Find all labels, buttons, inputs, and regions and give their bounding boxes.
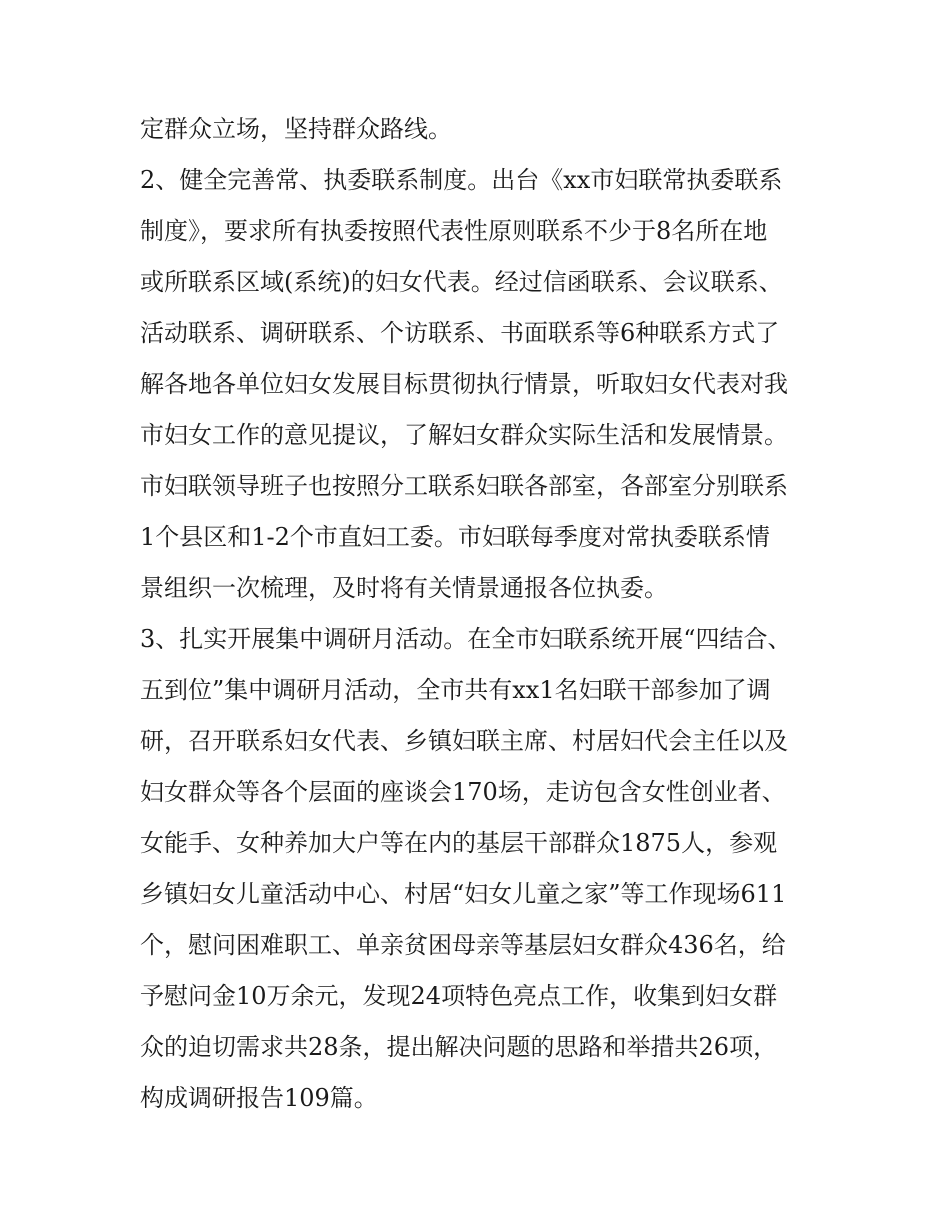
text-line: 1个县区和1-2个市直妇工委。市妇联每季度对常执委联系情 xyxy=(140,523,770,551)
text-line: 予慰问金10万余元，发现24项特色亮点工作，收集到妇女群 xyxy=(140,982,778,1010)
text-line: 景组织一次梳理，及时将有关情景通报各位执委。 xyxy=(140,574,668,602)
text-line: 定群众立场，坚持群众路线。 xyxy=(140,115,452,143)
text-line: 研，召开联系妇女代表、乡镇妇联主席、村居妇代会主任以及 xyxy=(140,727,788,755)
text-line: 解各地各单位妇女发展目标贯彻执行情景，听取妇女代表对我 xyxy=(140,370,788,398)
text-line: 市妇女工作的意见提议，了解妇女群众实际生活和发展情景。 xyxy=(140,421,788,449)
text-line: 活动联系、调研联系、个访联系、书面联系等6种联系方式了 xyxy=(140,319,780,347)
text-line: 2、健全完善常、执委联系制度。出台《xx市妇联常执委联系 xyxy=(140,166,783,194)
text-line: 众的迫切需求共28条，提出解决问题的思路和举措共26项， xyxy=(140,1033,778,1061)
text-line: 或所联系区域(系统)的妇女代表。经过信函联系、会议联系、 xyxy=(140,268,783,296)
text-line: 五到位”集中调研月活动，全市共有xx1名妇联干部参加了调 xyxy=(140,676,771,704)
document-body xyxy=(140,104,830,1124)
text-line: 制度》，要求所有执委按照代表性原则联系不少于8名所在地 xyxy=(140,217,768,245)
text-line: 3、扎实开展集中调研月活动。在全市妇联系统开展“四结合、 xyxy=(140,625,792,653)
text-line: 乡镇妇女儿童活动中心、村居“妇女儿童之家”等工作现场611 xyxy=(140,880,787,908)
text-line: 妇女群众等各个层面的座谈会170场，走访包含女性创业者、 xyxy=(140,778,786,806)
text-line: 个，慰问困难职工、单亲贫困母亲等基层妇女群众436名，给 xyxy=(140,931,786,959)
text-line: 市妇联领导班子也按照分工联系妇联各部室，各部室分别联系 xyxy=(140,472,788,500)
text-line: 构成调研报告109篇。 xyxy=(140,1084,378,1112)
text-line: 女能手、女种养加大户等在内的基层干部群众1875人，参观 xyxy=(140,829,778,857)
